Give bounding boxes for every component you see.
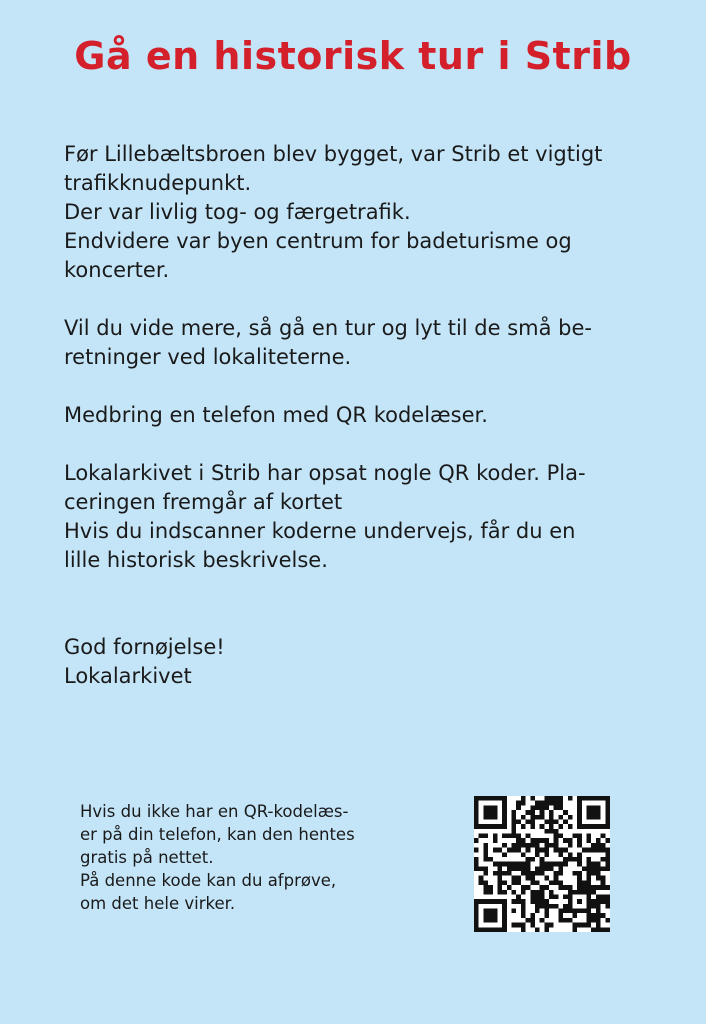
body-text bbox=[64, 140, 654, 720]
text-line: Vil du vide mere, så gå en tur og lyt til de små be- bbox=[64, 316, 592, 340]
text-line: ceringen fremgår af kortet bbox=[64, 490, 343, 514]
qr-code-graphic bbox=[474, 796, 610, 932]
text-line: God fornøjelse! bbox=[64, 635, 225, 659]
text-line: gratis på nettet. bbox=[80, 848, 214, 867]
paragraph-qr-codes bbox=[64, 459, 654, 575]
text-line: Medbring en telefon med QR kodelæser. bbox=[64, 403, 488, 427]
text-line: På denne kode kan du afprøve, bbox=[80, 871, 337, 890]
page-title: Gå en historisk tur i Strib bbox=[74, 34, 632, 78]
text-line: Hvis du indscanner koderne undervejs, får du en bbox=[64, 519, 576, 543]
text-line: Endvidere var byen centrum for badeturisme og bbox=[64, 229, 572, 253]
text-line: retninger ved lokaliteterne. bbox=[64, 345, 352, 369]
text-line: koncerter. bbox=[64, 258, 170, 282]
paragraph-phone bbox=[64, 401, 654, 430]
text-line: Hvis du ikke har en QR-kodelæs- bbox=[80, 802, 349, 821]
paragraph-walk bbox=[64, 314, 654, 372]
qr-code-image bbox=[474, 796, 610, 932]
paragraph-intro bbox=[64, 140, 654, 285]
text-line: Lokalarkivet i Strib har opsat nogle QR koder. Pla- bbox=[64, 461, 586, 485]
paragraph-closing bbox=[64, 633, 654, 691]
signature-line: Lokalarkivet bbox=[64, 664, 192, 688]
text-line: Før Lillebæltsbroen blev bygget, var Strib et vigtigt bbox=[64, 142, 603, 166]
text-line: er på din telefon, kan den hentes bbox=[80, 825, 355, 844]
text-line: trafikknudepunkt. bbox=[64, 171, 252, 195]
footer-note bbox=[80, 800, 440, 915]
text-line: lille historisk beskrivelse. bbox=[64, 548, 328, 572]
text-line: Der var livlig tog- og færgetrafik. bbox=[64, 200, 411, 224]
text-line: om det hele virker. bbox=[80, 894, 236, 913]
